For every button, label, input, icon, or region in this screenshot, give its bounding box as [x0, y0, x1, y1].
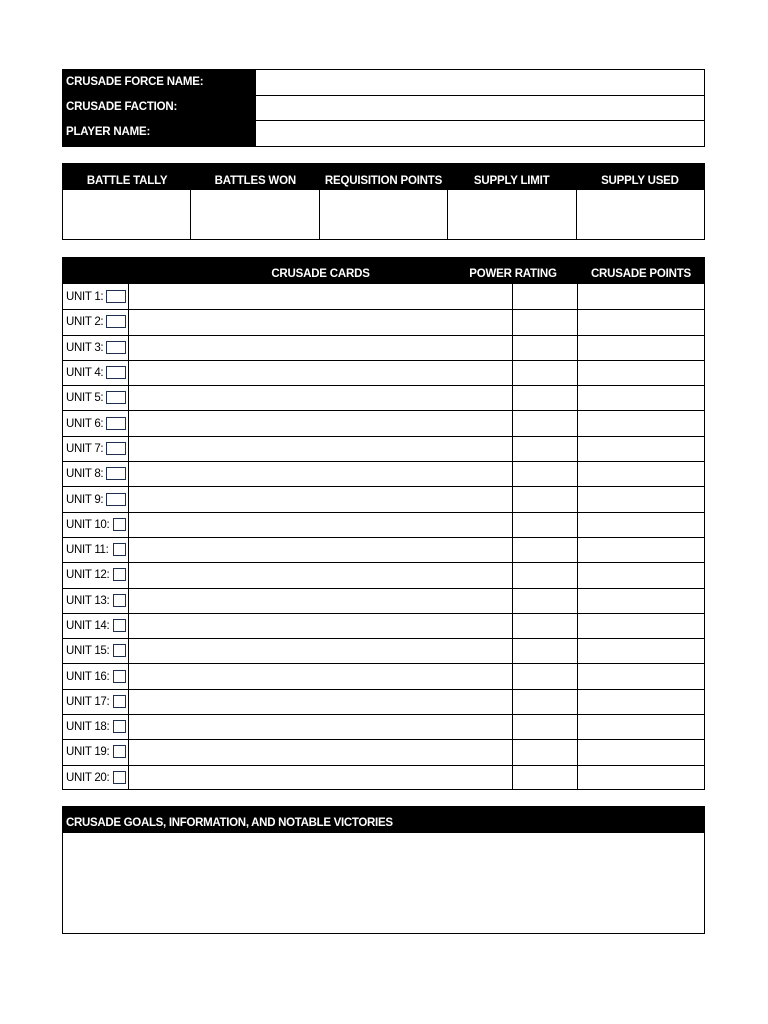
crusade-card-field[interactable] [128, 336, 513, 360]
unit-label: UNIT 18: [66, 721, 110, 734]
column-divider [577, 538, 578, 562]
unit-row [63, 663, 704, 688]
column-divider [577, 614, 578, 638]
crusade-card-field[interactable] [128, 310, 513, 334]
unit-label: UNIT 11: [66, 544, 109, 557]
unit-checkbox[interactable] [113, 543, 126, 556]
crusade-card-field[interactable] [128, 284, 513, 309]
unit-label: UNIT 20: [66, 771, 110, 784]
unit-checkbox[interactable] [106, 366, 126, 379]
unit-label: UNIT 6: [66, 417, 104, 430]
column-divider [577, 513, 578, 537]
unit-checkbox[interactable] [106, 290, 126, 303]
crusade-card-field[interactable] [128, 690, 513, 714]
crusade-card-field[interactable] [128, 614, 513, 638]
crusade-card-field[interactable] [128, 437, 513, 461]
unit-row [63, 309, 704, 334]
unit-label: UNIT 5: [66, 392, 104, 405]
battles-won-header: BATTLES WON [214, 175, 296, 187]
stats-values [63, 190, 704, 239]
unit-label: UNIT 3: [66, 341, 104, 354]
unit-label: UNIT 4: [66, 367, 104, 380]
battle-tally-header: BATTLE TALLY [86, 175, 168, 187]
unit-checkbox[interactable] [106, 467, 126, 480]
faction-field[interactable] [256, 95, 704, 121]
column-divider [577, 437, 578, 461]
unit-label: UNIT 17: [66, 695, 110, 708]
unit-checkbox[interactable] [113, 568, 126, 581]
column-divider [577, 589, 578, 613]
crusade-card-field[interactable] [128, 462, 513, 486]
unit-row [63, 765, 704, 790]
stats-header [63, 164, 704, 190]
unit-row [63, 360, 704, 385]
unit-row [63, 588, 704, 613]
unit-row [63, 689, 704, 714]
column-divider [577, 361, 578, 385]
unit-checkbox[interactable] [106, 391, 126, 404]
goals-title: CRUSADE GOALS, INFORMATION, AND NOTABLE VICTORIES [66, 817, 393, 829]
unit-checkbox[interactable] [113, 771, 126, 784]
column-divider [577, 462, 578, 486]
power-rating-heading: POWER RATING [469, 268, 557, 280]
unit-checkbox[interactable] [113, 644, 126, 657]
crusade-points-heading: CRUSADE POINTS [590, 268, 692, 280]
unit-row [63, 638, 704, 663]
stats-table [62, 163, 705, 240]
unit-checkbox[interactable] [113, 594, 126, 607]
crusade-card-field[interactable] [128, 766, 513, 790]
column-divider [577, 386, 578, 410]
goals-text-area[interactable] [63, 833, 704, 933]
unit-row [63, 461, 704, 486]
unit-label: UNIT 9: [66, 493, 104, 506]
column-divider [577, 740, 578, 764]
unit-label: UNIT 7: [66, 442, 104, 455]
unit-row [63, 512, 704, 537]
column-divider [577, 563, 578, 587]
column-divider [577, 690, 578, 714]
crusade-card-field[interactable] [128, 563, 513, 587]
unit-label: UNIT 12: [66, 569, 110, 582]
force-info-table [62, 69, 705, 147]
unit-rows [63, 284, 704, 789]
column-divider [577, 487, 578, 511]
unit-label: UNIT 10: [66, 518, 110, 531]
unit-row [63, 436, 704, 461]
unit-label: UNIT 14: [66, 620, 110, 632]
crusade-card-field[interactable] [128, 740, 513, 764]
requisition-points-field[interactable] [319, 190, 447, 239]
supply-used-header: SUPPLY USED [601, 175, 679, 187]
column-divider [577, 766, 578, 790]
crusade-card-field[interactable] [128, 487, 513, 511]
unit-label: UNIT 19: [66, 746, 110, 759]
crusade-cards-header [63, 258, 704, 284]
unit-checkbox[interactable] [106, 315, 126, 328]
column-divider [577, 411, 578, 435]
crusade-card-field[interactable] [128, 664, 513, 688]
unit-row [63, 562, 704, 587]
unit-checkbox[interactable] [113, 695, 126, 708]
crusade-cards-heading: CRUSADE CARDS [271, 268, 370, 280]
player-name-row [63, 120, 704, 145]
column-divider [577, 664, 578, 688]
unit-row [63, 486, 704, 511]
unit-label: UNIT 15: [66, 645, 110, 658]
crusade-card-field[interactable] [128, 715, 513, 739]
column-divider [577, 310, 578, 334]
column-divider [577, 639, 578, 663]
unit-checkbox[interactable] [106, 493, 126, 506]
supply-used-field[interactable] [576, 190, 704, 239]
goals-header [63, 807, 704, 833]
requisition-points-header: REQUISITION POINTS [324, 175, 443, 187]
unit-checkbox[interactable] [113, 619, 126, 632]
unit-checkbox[interactable] [106, 417, 126, 430]
supply-limit-field[interactable] [447, 190, 575, 239]
unit-label: UNIT 13: [66, 594, 110, 607]
unit-checkbox[interactable] [106, 442, 126, 455]
battles-won-field[interactable] [190, 190, 318, 239]
unit-label: UNIT 2: [66, 316, 104, 329]
unit-checkbox[interactable] [113, 720, 126, 733]
crusade-card-field[interactable] [128, 411, 513, 435]
column-divider [577, 715, 578, 739]
crusade-card-field[interactable] [128, 538, 513, 562]
unit-row [63, 284, 704, 309]
column-divider [577, 336, 578, 360]
goals-section [62, 806, 705, 934]
unit-label: UNIT 8: [66, 468, 104, 481]
unit-label: UNIT 16: [66, 670, 110, 683]
unit-row [63, 335, 704, 360]
force-name-label: CRUSADE FORCE NAME: [66, 76, 204, 88]
force-name-row [63, 70, 704, 95]
unit-label: UNIT 1: [66, 290, 104, 303]
unit-row [63, 613, 704, 638]
unit-row [63, 385, 704, 410]
crusade-card-field[interactable] [128, 513, 513, 537]
supply-limit-header: SUPPLY LIMIT [473, 175, 550, 187]
faction-row [63, 95, 704, 120]
column-divider [577, 284, 578, 309]
unit-row [63, 537, 704, 562]
unit-row [63, 739, 704, 764]
crusade-cards-table [62, 257, 705, 790]
unit-row [63, 714, 704, 739]
battle-tally-field[interactable] [63, 190, 190, 239]
force-name-field[interactable] [256, 70, 704, 95]
unit-checkbox[interactable] [113, 518, 126, 531]
player-name-label: PLAYER NAME: [66, 126, 151, 138]
crusade-card-field[interactable] [128, 361, 513, 385]
unit-row [63, 410, 704, 435]
unit-checkbox[interactable] [113, 745, 126, 758]
unit-checkbox[interactable] [106, 341, 126, 354]
crusade-card-field[interactable] [128, 386, 513, 410]
faction-label: CRUSADE FACTION: [66, 101, 178, 113]
player-name-field[interactable] [256, 120, 704, 146]
crusade-card-field[interactable] [128, 589, 513, 613]
crusade-card-field[interactable] [128, 639, 513, 663]
unit-checkbox[interactable] [113, 670, 126, 683]
